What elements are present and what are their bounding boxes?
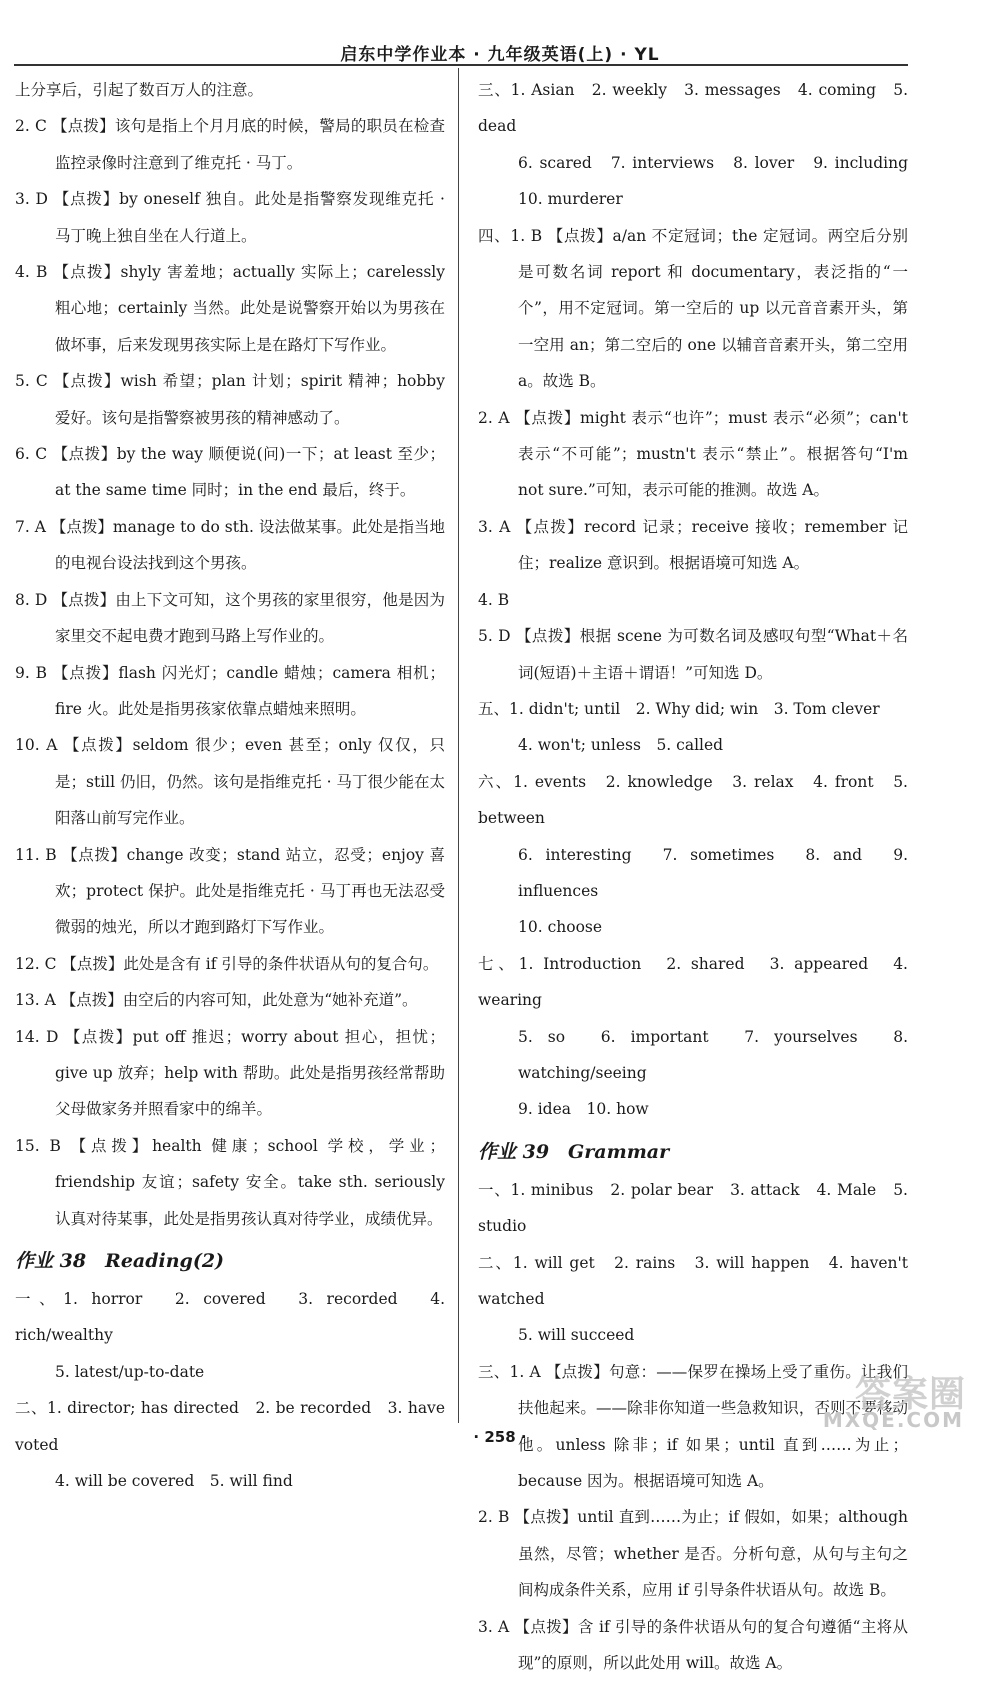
answer-item: 11. B 【点拨】change 改变；stand 站立，忍受；enjoy 喜欢；protect 保护。此处是指维克托 · 马丁再也无法忍受微弱的烛光，所以才跑到路灯下写作业。: [15, 845, 445, 937]
answer-item: 5. C 【点拨】wish 希望；plan 计划；spirit 精神；hobby 爱好。该句是指警察被男孩的精神感动了。: [15, 372, 445, 427]
answer-item: 二、1. director; has directed 2. be recorded 3. have voted: [15, 1399, 445, 1454]
answer-item: 一、1. minibus 2. polar bear 3. attack 4. Male 5. studio: [478, 1180, 908, 1236]
answer-item: 3. A 【点拨】含 if 引导的条件状语从句的复合句遵循“主将从现”的原则，所以此处用 will。故选 A。: [478, 1617, 908, 1673]
column-divider: [458, 68, 459, 1423]
answer-item: 4. won't; unless 5. called: [518, 736, 724, 755]
answer-item: 7. A 【点拨】manage to do sth. 设法做某事。此处是指当地的电视台设法找到这个男孩。: [15, 517, 445, 573]
answer-item: 5. D 【点拨】根据 scene 为可数名词及感叹句型“What＋名词(短语)＋主语＋谓语！”可知选 D。: [478, 627, 908, 682]
answer-item: 二、1. will get 2. rains 3. will happen 4. haven't watched: [478, 1253, 908, 1308]
answer-item: 5. will succeed: [518, 1326, 635, 1345]
answer-item: 4. B 【点拨】shyly 害羞地；actually 实际上；carelessly 粗心地；certainly 当然。此处是说警察开始以为男孩在做坏事，后来发现男孩实际上是在路灯下写作业。: [15, 263, 445, 354]
answer-item: 14. D 【点拨】put off 推迟；worry about 担心，担忧；give up 放弃；help with 帮助。此处是指男孩经常帮助父母做家务并照看家中的绵羊。: [15, 1027, 445, 1119]
page-header: 启东中学作业本 · 九年级英语(上) · YL: [340, 45, 660, 65]
answer-item: 四、1. B 【点拨】a/an 不定冠词；the 定冠词。两空后分别是可数名词 report 和 documentary，表泛指的“一个”，用不定冠词。第一空后的 up 以元音音素开头，第一空用 an；第二空后的 one 以辅音音素开头，第二空用 a。故选 B。: [478, 226, 908, 391]
answer-item: 七、1. Introduction 2. shared 3. appeared 4. wearing: [478, 954, 908, 1010]
answer-item: 4. will be covered 5. will find: [55, 1472, 293, 1491]
answer-item: 五、1. didn't; until 2. Why did; win 3. Tom clever: [478, 699, 880, 718]
left-column: [15, 72, 445, 1499]
answer-item: 12. C 【点拨】此处是含有 if 引导的条件状语从句的复合句。: [15, 954, 439, 973]
answer-item: 三、1. A 【点拨】句意：——保罗在操场上受了重伤。让我们扶他起来。——除非你知道一些急救知识，否则不要移动他。unless 除非；if 如果；until 直到……为止；because 因为。根据语境可知选 A。: [478, 1362, 908, 1491]
section-title: 作业 39 Grammar: [478, 1140, 670, 1163]
answer-item: 6. C 【点拨】by the way 顺便说(问)一下；at least 至少；at the same time 同时；in the end 最后，终于。: [15, 445, 445, 500]
watermark-logo: 答案圈: [854, 1374, 966, 1415]
answer-item: 2. C 【点拨】该句是指上个月月底的时候，警局的职员在检查监控录像时注意到了维克托 · 马丁。: [15, 117, 445, 172]
answer-item: 9. B 【点拨】flash 闪光灯；candle 蜡烛；camera 相机；fire 火。此处是指男孩家依靠点蜡烛来照明。: [15, 663, 445, 718]
answer-item: 上分享后，引起了数百万人的注意。: [15, 81, 264, 99]
page-number: · 258 ·: [473, 1428, 527, 1446]
answer-item: 2. A 【点拨】might 表示“也许”；must 表示“必须”；can't 表示“不可能”；mustn't 表示“禁止”。根据答句“I'm not sure.”可知，表示可能的推测。故选 A。: [478, 408, 908, 500]
answer-item: 一、1. horror 2. covered 3. recorded 4. rich/wealthy: [15, 1290, 445, 1345]
answer-item: 13. A 【点拨】由空后的内容可知，此处意为“她补充道”。: [15, 991, 418, 1010]
answer-item: 9. idea 10. how: [518, 1100, 649, 1119]
answer-item: 3. A 【点拨】record 记录；receive 接收；remember 记住；realize 意识到。根据语境可知选 A。: [478, 517, 908, 573]
answer-item: 10. A 【点拨】seldom 很少；even 甚至；only 仅仅，只是；still 仍旧，仍然。该句是指维克托 · 马丁很少能在太阳落山前写完作业。: [15, 736, 445, 828]
section-title: 作业 38 Reading(2): [15, 1250, 225, 1272]
answer-item: 六、1. events 2. knowledge 3. relax 4. front 5. between: [478, 772, 908, 828]
answer-item: 15. B 【点拨】health 健康；school 学校，学业；friendship 友谊；safety 安全。take sth. seriously 认真对待某事，此处是指男孩认真对待学业，成绩优异。: [15, 1136, 445, 1228]
answer-item: 3. D 【点拨】by oneself 独自。此处是指警察发现维克托 · 马丁晚上独自坐在人行道上。: [15, 190, 445, 245]
answer-item: 2. B 【点拨】until 直到……为止；if 假如，如果；although 虽然，尽管；whether 是否。分析句意，从句与主句之间构成条件关系，应用 if 引导条件状语从句。故选 B。: [478, 1508, 908, 1600]
watermark-url: MXQE.COM: [822, 1408, 964, 1432]
answer-item: 5. so 6. important 7. yourselves 8. watching/seeing: [518, 1027, 908, 1082]
answer-item: 10. choose: [518, 918, 603, 937]
answer-item: 8. D 【点拨】由上下文可知，这个男孩的家里很穷，他是因为家里交不起电费才跑到马路上写作业的。: [15, 590, 445, 646]
answer-item: 4. B: [478, 590, 510, 609]
answer-item: 6. scared 7. interviews 8. lover 9. including 10. murderer: [518, 153, 924, 209]
answer-item: 6. interesting 7. sometimes 8. and 9. influences: [518, 845, 908, 900]
header-rule: [14, 64, 908, 66]
answer-item: 三、1. Asian 2. weekly 3. messages 4. coming 5. dead: [478, 81, 908, 136]
answer-item: 5. latest/up-to-date: [55, 1362, 205, 1381]
